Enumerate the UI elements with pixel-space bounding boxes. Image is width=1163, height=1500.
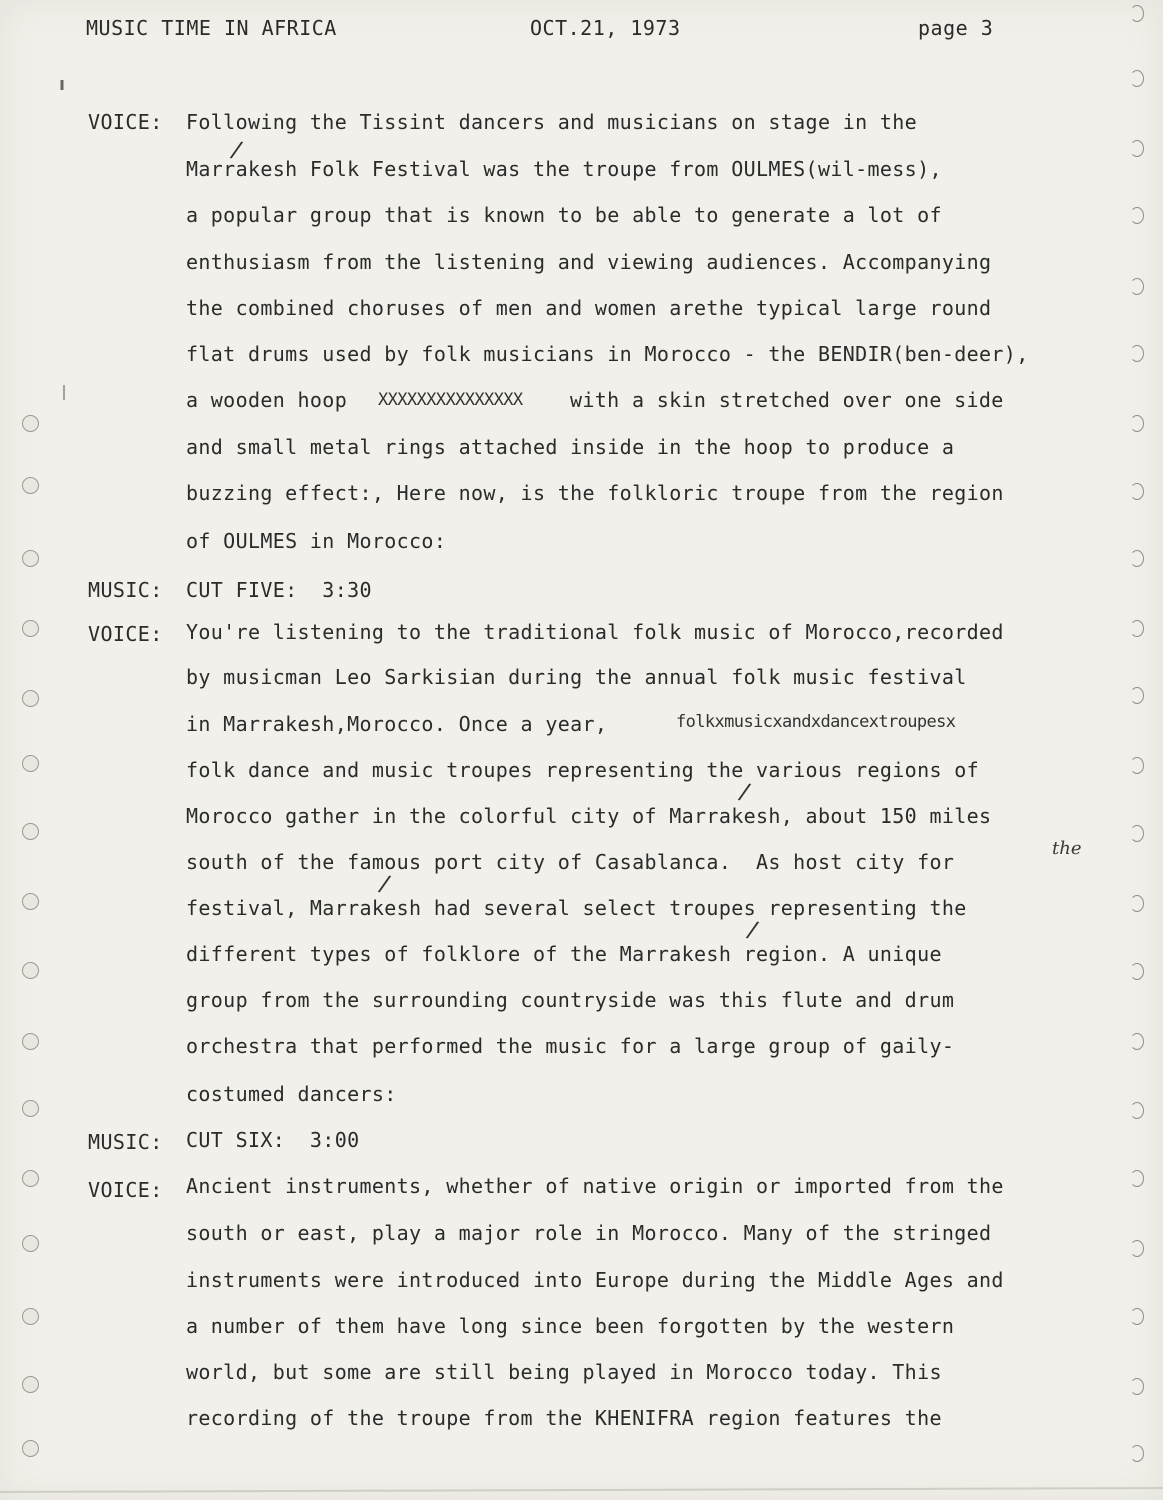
script-line: buzzing effect:, Here now, is the folkloric troupe from the region: [186, 481, 1004, 505]
speaker-label-voice: VOICE:: [88, 622, 163, 646]
punch-hole: [1130, 1102, 1144, 1119]
punch-hole: [22, 1170, 39, 1187]
punch-hole: [22, 1308, 39, 1325]
accent-mark: /: [735, 779, 754, 806]
accent-mark: /: [743, 917, 762, 944]
punch-hole: [22, 1100, 39, 1117]
struck-out-text: folkxmusicxandxdancextroupesx: [676, 712, 956, 732]
punch-hole: [22, 690, 39, 707]
speaker-label-music: MUSIC:: [88, 578, 163, 602]
punch-hole: [1130, 415, 1144, 432]
page-number: page 3: [918, 16, 994, 40]
accent-mark: /: [375, 871, 394, 898]
punch-hole: [1130, 1240, 1144, 1257]
punch-hole: [1130, 70, 1144, 87]
script-line: group from the surrounding countryside was this flute and drum: [186, 988, 955, 1012]
script-line: Ancient instruments, whether of native origin or imported from the: [186, 1174, 1004, 1198]
punch-hole: [1130, 550, 1144, 567]
speaker-label-voice: VOICE:: [88, 1178, 163, 1202]
script-line: by musicman Leo Sarkisian during the annual folk music festival: [186, 665, 967, 689]
script-line: in Marrakesh,Morocco. Once a year,: [186, 712, 608, 736]
punch-hole: [1130, 140, 1144, 157]
music-cue: CUT SIX: 3:00: [186, 1128, 360, 1152]
script-line: recording of the troupe from the KHENIFRA region features the: [186, 1406, 942, 1430]
script-line: Following the Tissint dancers and musicians on stage in the: [186, 110, 918, 134]
accent-mark: /: [227, 137, 246, 164]
script-line: and small metal rings attached inside in the hoop to produce a: [186, 435, 955, 459]
script-line: of OULMES in Morocco:: [186, 529, 447, 553]
punch-hole: [1130, 825, 1144, 842]
punch-hole: [1130, 1170, 1144, 1187]
script-line: south or east, play a major role in Morocco. Many of the stringed: [186, 1221, 992, 1245]
punch-hole: [1130, 687, 1144, 704]
handwritten-insertion: the: [1052, 838, 1082, 859]
script-line: Marrakesh Folk Festival was the troupe from OULMES(wil-mess),: [186, 157, 942, 181]
punch-hole: [1130, 620, 1144, 637]
script-line: the combined choruses of men and women arethe typical large round: [186, 296, 992, 320]
punch-hole: [1130, 757, 1144, 774]
punch-hole: [22, 755, 39, 772]
punch-hole: [1130, 207, 1144, 224]
punch-hole: [22, 1235, 39, 1252]
punch-hole: [1130, 1308, 1144, 1325]
script-line: instruments were introduced into Europe during the Middle Ages and: [186, 1268, 1004, 1292]
punch-hole: [1130, 278, 1144, 295]
script-line: south of the famous port city of Casablanca. As host city for: [186, 850, 955, 874]
punch-hole: [22, 1376, 39, 1393]
punch-hole: [1130, 1378, 1144, 1395]
punch-hole: [1130, 345, 1144, 362]
punch-hole: [1130, 483, 1144, 500]
script-line-continuation: with a skin stretched over one side: [570, 388, 1004, 412]
script-line: world, but some are still being played in Morocco today. This: [186, 1360, 942, 1384]
punch-hole: [22, 893, 39, 910]
punch-hole: [22, 962, 39, 979]
script-line: Morocco gather in the colorful city of Marrakesh, about 150 miles: [186, 804, 992, 828]
struck-out-text: XXXXXXXXXXXXXXX: [378, 390, 523, 410]
script-line: costumed dancers:: [186, 1082, 397, 1106]
punch-hole: [22, 415, 39, 432]
script-line: a popular group that is known to be able to generate a lot of: [186, 203, 942, 227]
speaker-label-voice: VOICE:: [88, 110, 163, 134]
script-line: a wooden hoop: [186, 388, 348, 412]
script-line: different types of folklore of the Marrakesh region. A unique: [186, 942, 942, 966]
punch-hole: [22, 550, 39, 567]
script-line: a number of them have long since been forgotten by the western: [186, 1314, 955, 1338]
punch-hole: [1130, 5, 1144, 22]
punch-hole: [1130, 895, 1144, 912]
punch-hole: [22, 1033, 39, 1050]
punch-hole: [22, 1440, 39, 1457]
punch-hole: [1130, 1445, 1144, 1462]
script-line: flat drums used by folk musicians in Morocco - the BENDIR(ben-deer),: [186, 342, 1029, 366]
script-line: You're listening to the traditional folk music of Morocco,recorded: [186, 620, 1004, 644]
script-line: orchestra that performed the music for a large group of gaily-: [186, 1034, 955, 1058]
broadcast-date: OCT.21, 1973: [530, 16, 681, 40]
script-line: folk dance and music troupes representing the various regions of: [186, 758, 980, 782]
script-line: festival, Marrakesh had several select troupes representing the: [186, 896, 967, 920]
punch-hole: [1130, 1033, 1144, 1050]
music-cue: CUT FIVE: 3:30: [186, 578, 372, 602]
punch-hole: [22, 477, 39, 494]
punch-hole: [22, 620, 39, 637]
speaker-label-music: MUSIC:: [88, 1130, 163, 1154]
punch-hole: [1130, 963, 1144, 980]
punch-hole: [22, 823, 39, 840]
program-title: MUSIC TIME IN AFRICA: [86, 16, 337, 40]
script-line: enthusiasm from the listening and viewing audiences. Accompanying: [186, 250, 992, 274]
